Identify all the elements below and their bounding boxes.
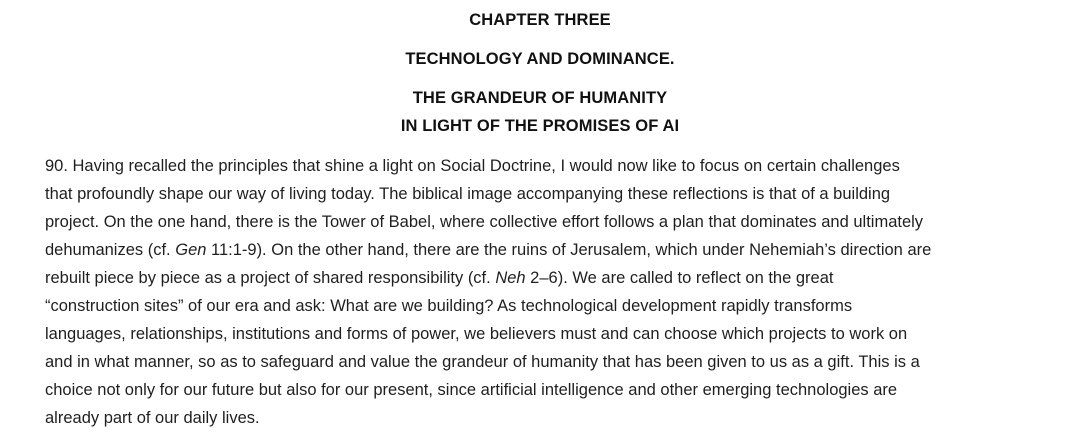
paragraph-line: choice not only for our future but also for our present, since artificial intelligence and other emerging technologies are <box>45 381 898 399</box>
paragraph-line: languages, relationships, institutions and forms of power, we believers must and can choose which projects to work on <box>45 325 908 343</box>
paragraph-line: 90. Having recalled the principles that shine a light on Social Doctrine, I would now like to focus on certain challenges <box>45 157 900 175</box>
paragraph-text: 11:1-9). On the other hand, there are the ruins of Jerusalem, which under Nehemiah’s direction are <box>206 241 932 259</box>
paragraph-line: “construction sites” of our era and ask: What are we building? As technological development rapidly transforms <box>45 297 853 315</box>
paragraph-line: project. On the one hand, there is the Tower of Babel, where collective effort follows a plan that dominates and ultimately <box>45 213 924 231</box>
paragraph-line: that profoundly shape our way of living today. The biblical image accompanying these reflections is that of a building <box>45 185 891 203</box>
paragraph-text: dehumanizes (cf. <box>45 241 176 259</box>
chapter-title: TECHNOLOGY AND DOMINANCE. <box>405 50 675 68</box>
paragraph-90 <box>45 152 1075 432</box>
chapter-heading: CHAPTER THREE <box>469 11 611 29</box>
scripture-reference: Neh <box>495 269 526 287</box>
section-title-line-1: THE GRANDEUR OF HUMANITY <box>412 89 668 107</box>
paragraph-line: already part of our daily lives. <box>45 409 260 427</box>
paragraph-text: rebuilt piece by piece as a project of shared responsibility (cf. <box>45 269 496 287</box>
paragraph-line <box>45 264 1075 292</box>
paragraph-text: 2–6). We are called to reflect on the great <box>525 269 834 287</box>
section-title-line-2: IN LIGHT OF THE PROMISES OF AI <box>400 117 680 135</box>
paragraph-line: and in what manner, so as to safeguard and value the grandeur of humanity that has been given to us as a gift. This is a <box>45 353 920 371</box>
scripture-reference: Gen <box>175 241 207 259</box>
paragraph-line <box>45 236 1075 264</box>
